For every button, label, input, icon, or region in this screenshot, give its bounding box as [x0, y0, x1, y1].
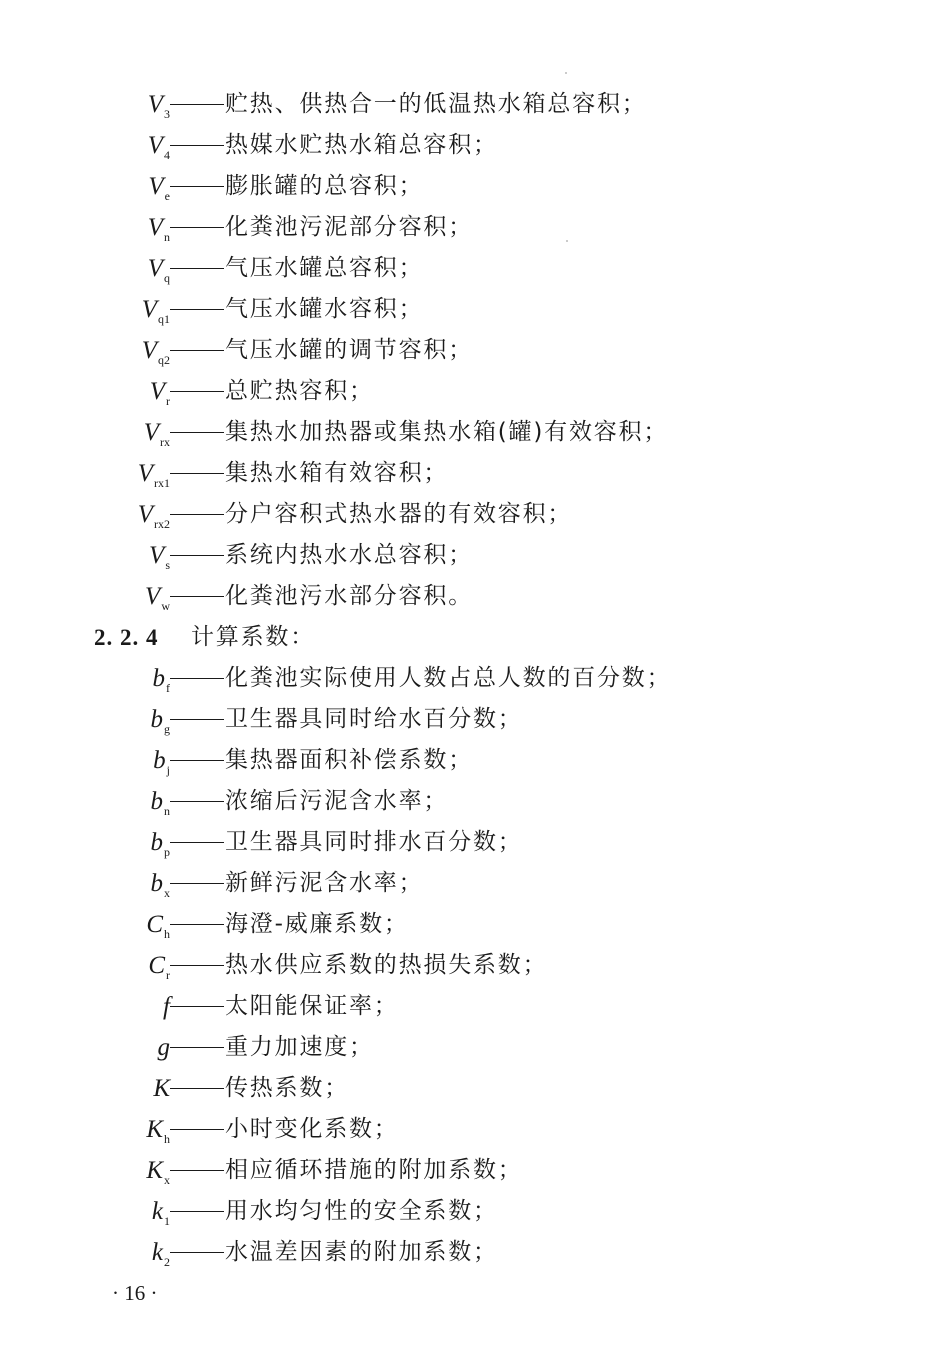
em-dash-separator [170, 391, 224, 392]
symbol-subscript: rx1 [154, 476, 170, 490]
definition-text: 化粪池污泥部分容积； [225, 214, 473, 240]
symbol-subscript: j [166, 763, 170, 777]
definition-row [0, 699, 950, 740]
symbol-subscript: e [164, 189, 170, 203]
volume-definitions [0, 84, 950, 617]
symbol [138, 494, 170, 535]
definition-row [0, 535, 950, 576]
em-dash-separator [170, 1006, 224, 1007]
symbol-base: b [150, 829, 163, 856]
em-dash-separator [170, 678, 224, 679]
symbol-base: V [137, 460, 153, 487]
em-dash-separator [170, 104, 224, 105]
symbol-base: K [146, 1116, 163, 1143]
definition-text: 集热水箱有效容积； [225, 460, 449, 486]
definition-text: 水温差因素的附加系数； [225, 1239, 498, 1265]
em-dash-separator [170, 186, 224, 187]
definition-text: 用水均匀性的安全系数； [225, 1198, 498, 1224]
symbol [148, 84, 170, 125]
symbol [142, 330, 170, 371]
symbol-base: b [152, 665, 165, 692]
definition-text: 新鲜污泥含水率； [225, 870, 424, 896]
definition-row [0, 986, 950, 1027]
em-dash-separator [170, 473, 224, 474]
definition-text: 小时变化系数； [225, 1116, 399, 1142]
em-dash-separator [170, 883, 224, 884]
section-number: 2. 2. 4 [94, 625, 159, 650]
symbol-subscript: x [164, 1173, 170, 1187]
symbol-base: V [148, 173, 164, 200]
definition-row [0, 84, 950, 125]
em-dash-separator [170, 924, 224, 925]
symbol-subscript: q [164, 271, 170, 285]
em-dash-separator [170, 760, 224, 761]
symbol [151, 863, 171, 904]
definition-text: 热媒水贮热水箱总容积； [225, 132, 498, 158]
em-dash-separator [170, 965, 224, 966]
symbol-base: V [149, 542, 165, 569]
definition-row [0, 371, 950, 412]
symbol-base: k [151, 1198, 163, 1225]
symbol [158, 1027, 171, 1068]
definition-row [0, 494, 950, 535]
symbol-base: V [143, 419, 159, 446]
definition-row [0, 863, 950, 904]
symbol-subscript: f [166, 681, 170, 695]
definition-text: 化粪池实际使用人数占总人数的百分数； [225, 665, 672, 691]
em-dash-separator [170, 227, 224, 228]
definition-row [0, 289, 950, 330]
symbol-base: C [148, 952, 165, 979]
definition-row [0, 576, 950, 617]
symbol [146, 1109, 170, 1150]
definition-row [0, 330, 950, 371]
symbol-subscript: s [165, 558, 170, 572]
em-dash-separator [170, 1047, 224, 1048]
definition-text: 卫生器具同时给水百分数； [225, 706, 523, 732]
definition-row [0, 904, 950, 945]
symbol [150, 371, 170, 412]
symbol [148, 125, 170, 166]
em-dash-separator [170, 268, 224, 269]
symbol-subscript: p [164, 845, 170, 859]
definition-text: 膨胀罐的总容积； [225, 173, 424, 199]
definition-text: 化粪池污水部分容积。 [225, 583, 473, 609]
symbol [146, 904, 170, 945]
symbol [153, 740, 170, 781]
symbol [152, 1191, 170, 1232]
definition-row [0, 412, 950, 453]
symbol-subscript: 4 [164, 148, 170, 162]
symbol-base: K [153, 1075, 170, 1102]
em-dash-separator [170, 555, 224, 556]
symbol [149, 535, 170, 576]
symbol-subscript: q1 [158, 312, 170, 326]
em-dash-separator [170, 842, 224, 843]
em-dash-separator [170, 309, 224, 310]
symbol-subscript: h [164, 1132, 170, 1146]
symbol [144, 412, 170, 453]
definition-text: 气压水罐的调节容积； [225, 337, 473, 363]
definitions-list [0, 84, 950, 1273]
symbol-base: V [149, 378, 165, 405]
symbol-subscript: r [166, 968, 170, 982]
definition-text: 传热系数； [225, 1075, 349, 1101]
symbol [152, 1232, 170, 1273]
symbol-base: V [141, 296, 157, 323]
symbol-base: V [147, 132, 163, 159]
definition-row [0, 248, 950, 289]
definition-row [0, 1068, 950, 1109]
em-dash-separator [170, 432, 224, 433]
symbol-subscript: n [164, 804, 170, 818]
symbol-base: b [150, 788, 163, 815]
em-dash-separator [170, 1211, 224, 1212]
em-dash-separator [170, 514, 224, 515]
symbol [163, 986, 170, 1027]
definition-text: 系统内热水水总容积； [225, 542, 473, 568]
symbol-base: V [147, 255, 163, 282]
symbol-subscript: g [164, 722, 170, 736]
symbol-base: b [150, 870, 163, 897]
symbol-subscript: x [164, 886, 170, 900]
definition-text: 贮热、供热合一的低温热水箱总容积； [225, 91, 647, 117]
definition-row [0, 822, 950, 863]
definition-text: 集热器面积补偿系数； [225, 747, 473, 773]
symbol-subscript: 3 [164, 107, 170, 121]
definition-text: 总贮热容积； [225, 378, 374, 404]
definition-text: 卫生器具同时排水百分数； [225, 829, 523, 855]
symbol-subscript: w [161, 599, 170, 613]
symbol-base: b [153, 747, 166, 774]
symbol [142, 289, 170, 330]
symbol [148, 945, 170, 986]
em-dash-separator [170, 1252, 224, 1253]
definition-row [0, 125, 950, 166]
em-dash-separator [170, 1170, 224, 1171]
em-dash-separator [170, 719, 224, 720]
symbol-subscript: n [164, 230, 170, 244]
definition-text: 重力加速度； [225, 1034, 374, 1060]
em-dash-separator [170, 596, 224, 597]
symbol-base: k [151, 1239, 163, 1266]
symbol-subscript: 2 [164, 1255, 170, 1269]
em-dash-separator [170, 350, 224, 351]
definition-text: 集热水加热器或集热水箱(罐)有效容积； [225, 419, 669, 445]
symbol [145, 576, 170, 617]
symbol [138, 453, 170, 494]
symbol-subscript: q2 [158, 353, 170, 367]
section-title: 计算系数： [191, 624, 315, 650]
symbol [151, 822, 171, 863]
symbol-base: V [145, 583, 161, 610]
em-dash-separator [170, 1088, 224, 1089]
symbol-subscript: r [166, 394, 170, 408]
definition-row [0, 740, 950, 781]
symbol [148, 248, 170, 289]
symbol-base: C [146, 911, 163, 938]
definition-row [0, 453, 950, 494]
em-dash-separator [170, 1129, 224, 1130]
symbol [151, 781, 171, 822]
definition-text: 太阳能保证率； [225, 993, 399, 1019]
symbol-base: f [163, 993, 170, 1020]
definition-row [0, 1109, 950, 1150]
symbol [148, 166, 170, 207]
symbol-base: V [147, 91, 163, 118]
definition-row [0, 945, 950, 986]
definition-text: 分户容积式热水器的有效容积； [225, 501, 573, 527]
symbol-subscript: rx2 [154, 517, 170, 531]
definition-row [0, 781, 950, 822]
em-dash-separator [170, 801, 224, 802]
definition-text: 海澄-威廉系数； [225, 911, 409, 937]
symbol-subscript: h [164, 927, 170, 941]
em-dash-separator [170, 145, 224, 146]
definition-text: 气压水罐总容积； [225, 255, 424, 281]
definition-text: 气压水罐水容积； [225, 296, 424, 322]
definition-text: 热水供应系数的热损失系数； [225, 952, 548, 978]
symbol-subscript: 1 [164, 1214, 170, 1228]
symbol [146, 1150, 170, 1191]
definition-row [0, 1027, 950, 1068]
coefficient-definitions [0, 658, 950, 1273]
symbol-base: K [146, 1157, 163, 1184]
scan-speck [565, 72, 567, 74]
definition-row [0, 1150, 950, 1191]
definition-text: 浓缩后污泥含水率； [225, 788, 449, 814]
symbol-base: V [141, 337, 157, 364]
symbol [148, 207, 170, 248]
definition-text: 相应循环措施的附加系数； [225, 1157, 523, 1183]
symbol [153, 1068, 170, 1109]
definition-row [0, 207, 950, 248]
symbol-base: g [157, 1034, 170, 1061]
definition-row [0, 166, 950, 207]
section-heading [0, 617, 950, 658]
symbol-base: V [147, 214, 163, 241]
definition-row [0, 1191, 950, 1232]
page-number: · 16 · [112, 1281, 158, 1305]
symbol-base: V [137, 501, 153, 528]
symbol-base: b [150, 706, 163, 733]
symbol-subscript: rx [160, 435, 170, 449]
definition-row [0, 1232, 950, 1273]
definition-row [0, 658, 950, 699]
symbol [153, 658, 171, 699]
symbol [151, 699, 171, 740]
